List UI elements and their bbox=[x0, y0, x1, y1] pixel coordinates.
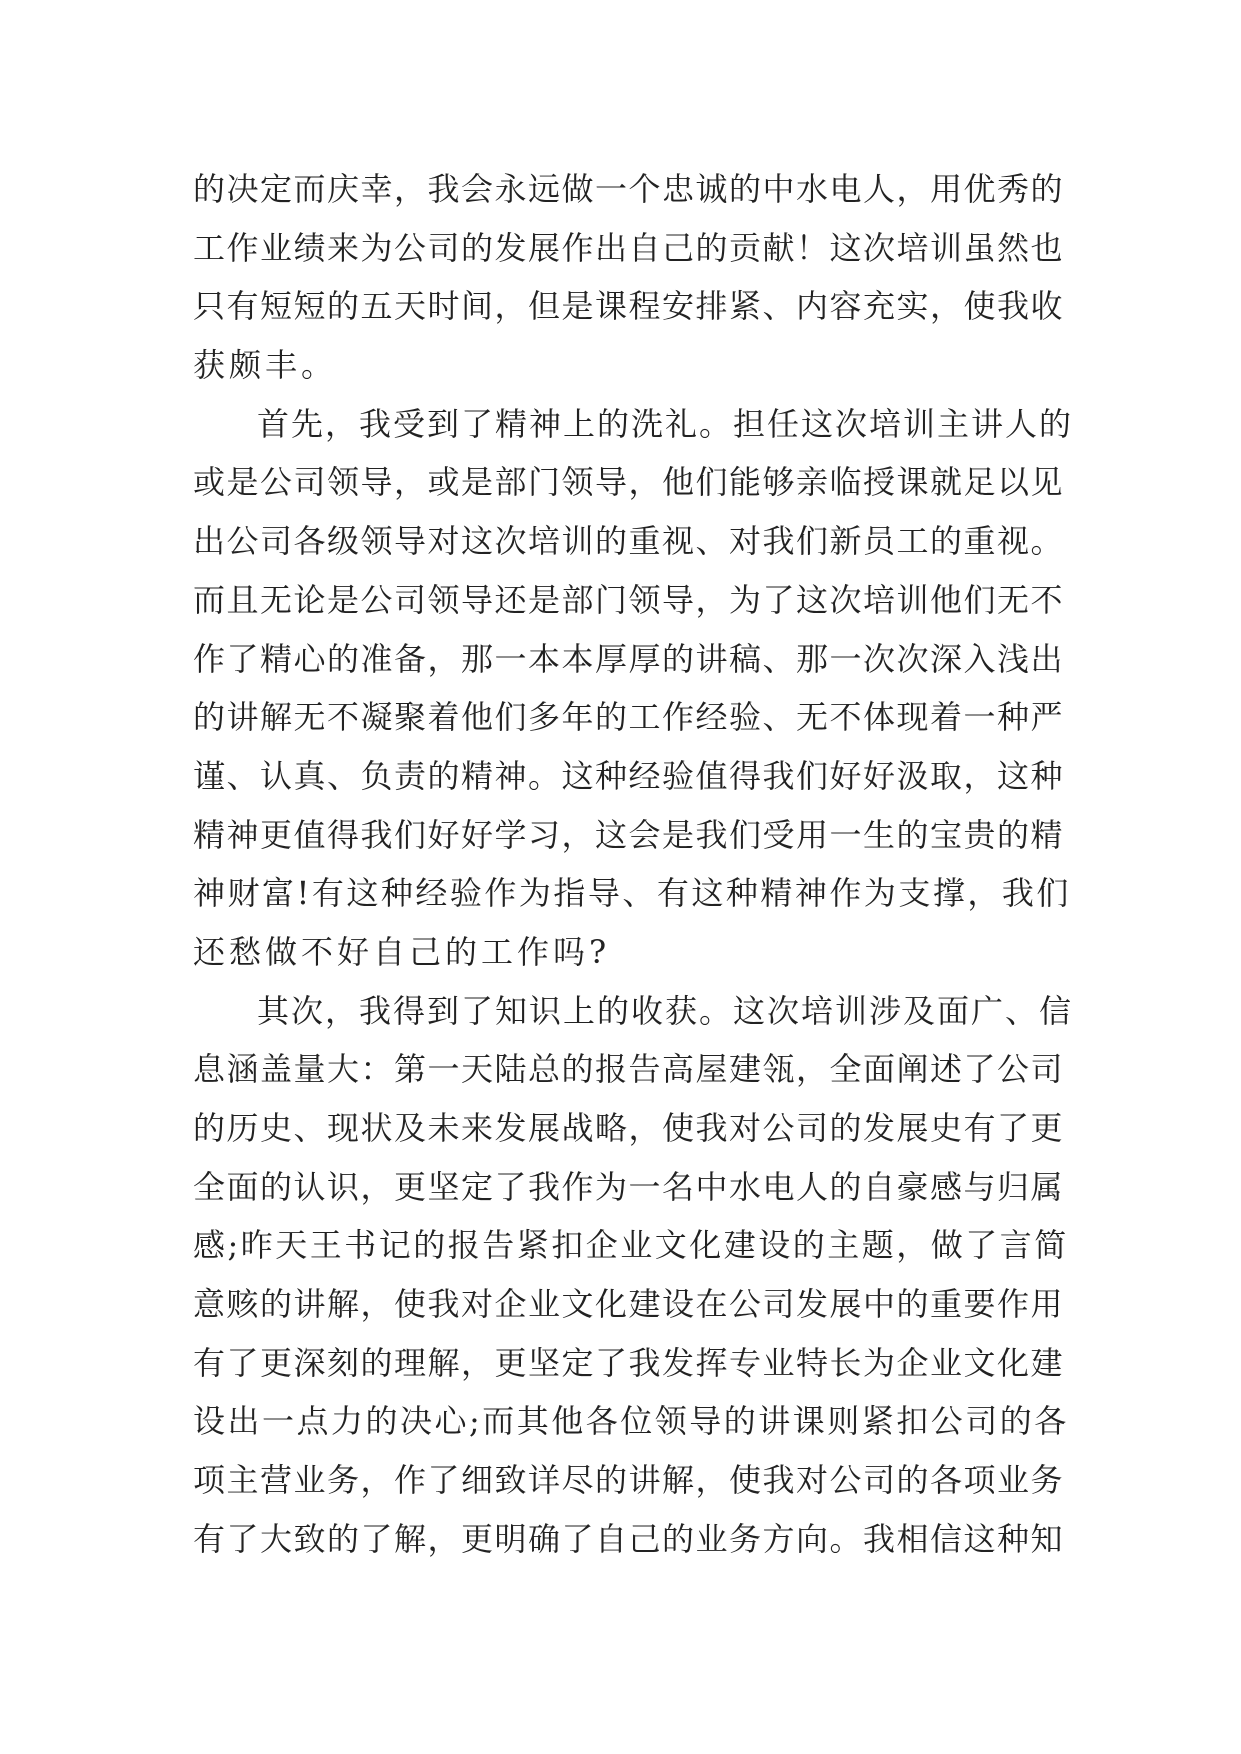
text-line: 谨、认真、负责的精神。这种经验值得我们好好汲取，这种 bbox=[193, 756, 1065, 795]
text-line: 的历史、现状及未来发展战略，使我对公司的发展史有了更 bbox=[193, 1109, 1065, 1147]
text-line: 作了精心的准备，那一本本厚厚的讲稿、那一次次深入浅出 bbox=[193, 639, 1065, 678]
text-line: 的讲解无不凝聚着他们多年的工作经验、无不体现着一种严 bbox=[193, 698, 1065, 737]
text-line: 神财富!有这种经验作为指导、有这种精神作为支撑，我们 bbox=[193, 874, 1071, 913]
text-line: 出公司各级领导对这次培训的重视、对我们新员工的重视。 bbox=[193, 522, 1065, 561]
text-line: 其次，我得到了知识上的收获。这次培训涉及面广、信 bbox=[257, 991, 1074, 1030]
text-line: 设出一点力的决心;而其他各位领导的讲课则紧扣公司的各 bbox=[193, 1402, 1069, 1441]
text-line: 还愁做不好自己的工作吗? bbox=[193, 932, 611, 971]
text-line: 获颇丰。 bbox=[193, 346, 338, 385]
text-line: 息涵盖量大：第一天陆总的报告高屋建瓴，全面阐述了公司 bbox=[193, 1050, 1065, 1089]
text-line: 工作业绩来为公司的发展作出自己的贡献！这次培训虽然也 bbox=[193, 228, 1065, 267]
text-line: 精神更值得我们好好学习，这会是我们受用一生的宝贵的精 bbox=[193, 815, 1065, 854]
text-line: 的决定而庆幸，我会永远做一个忠诚的中水电人，用优秀的 bbox=[193, 170, 1065, 208]
text-line: 或是公司领导，或是部门领导，他们能够亲临授课就足以见 bbox=[193, 463, 1065, 502]
text-line: 有了更深刻的理解，更坚定了我发挥专业特长为企业文化建 bbox=[193, 1343, 1065, 1382]
text-line: 首先，我受到了精神上的洗礼。担任这次培训主讲人的 bbox=[257, 404, 1074, 443]
text-line: 项主营业务，作了细致详尽的讲解，使我对公司的各项业务 bbox=[193, 1461, 1065, 1500]
text-line: 意赅的讲解，使我对企业文化建设在公司发展中的重要作用 bbox=[193, 1285, 1065, 1324]
text-line: 感;昨天王书记的报告紧扣企业文化建设的主题，做了言简 bbox=[193, 1226, 1069, 1265]
body-text bbox=[193, 160, 1073, 1569]
text-line: 有了大致的了解，更明确了自己的业务方向。我相信这种知 bbox=[193, 1519, 1065, 1558]
text-line: 只有短短的五天时间，但是课程安排紧、内容充实，使我收 bbox=[193, 287, 1065, 326]
text-line: 全面的认识，更坚定了我作为一名中水电人的自豪感与归属 bbox=[193, 1167, 1065, 1206]
text-line: 而且无论是公司领导还是部门领导，为了这次培训他们无不 bbox=[193, 580, 1065, 619]
